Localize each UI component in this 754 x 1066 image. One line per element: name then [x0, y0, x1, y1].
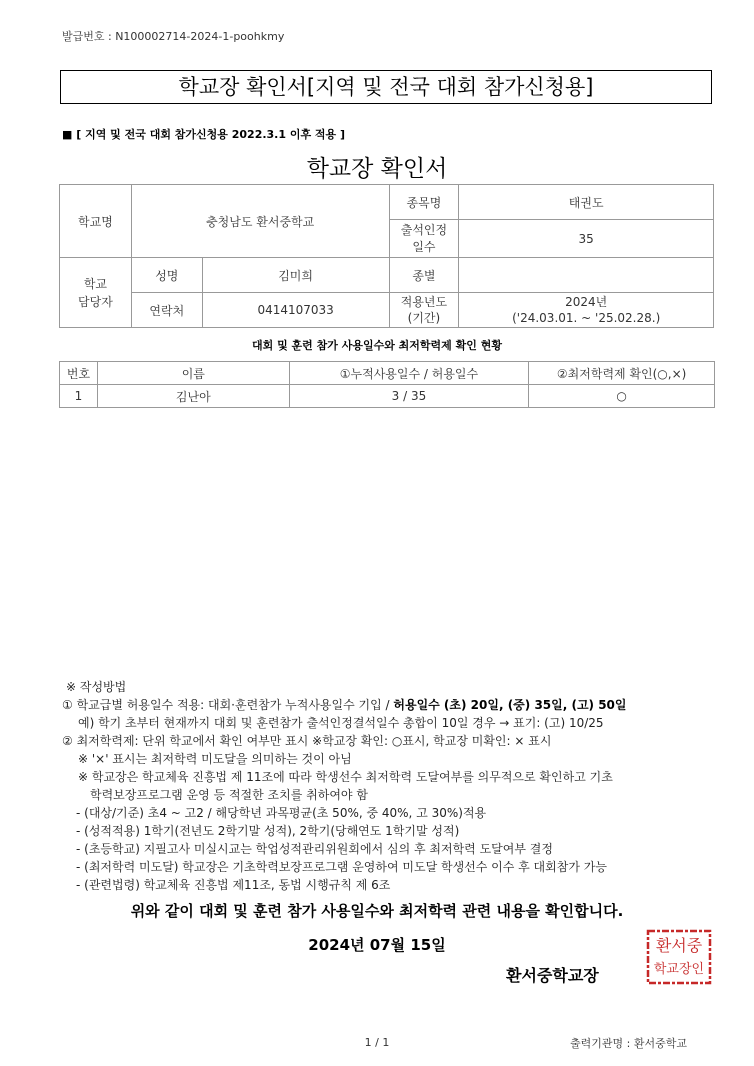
year-value-line1: 2024년	[565, 295, 608, 309]
school-label: 학교명	[60, 185, 132, 258]
guide-line-11: - (관련법령) 학교체육 진흥법 제11조, 동법 시행규칙 제 6조	[76, 878, 391, 892]
header-no: 번호	[60, 362, 98, 385]
guide-line-4: ※ '×' 표시는 최저학력 미도달을 의미하는 것이 아님	[78, 752, 352, 766]
guide-heading: ※ 작성방법	[66, 680, 127, 694]
attendance-label-line1: 출석인정	[400, 222, 448, 237]
guide-line-7: - (대상/기준) 초4 ~ 고2 / 해당학년 과목평균(초 50%, 중 40%, 고 30%)적용	[76, 806, 487, 820]
contact-value: 0414107033	[202, 293, 389, 328]
year-value	[459, 293, 714, 328]
year-label-line2: (기간)	[407, 311, 441, 325]
header-days: ①누적사용일수 / 허용일수	[289, 362, 529, 385]
header-name: 이름	[97, 362, 289, 385]
manager-label-line1: 학교	[83, 276, 108, 291]
guide-line-8: - (성적적용) 1학기(전년도 2학기말 성적), 2학기(당해연도 1학기말 성적)	[76, 824, 460, 838]
event-label: 종목명	[389, 185, 459, 220]
guide-line-2: 예) 학기 초부터 현재까지 대회 및 훈련참가 출석인정결석일수 총합이 10일 경우 → 표기: (고) 10/25	[78, 716, 604, 730]
issue-number: 발급번호 : N100002714-2024-1-poohkmy	[62, 30, 285, 43]
guide-line-1	[62, 696, 732, 714]
row-no: 1	[60, 385, 98, 408]
kind-value	[459, 258, 714, 293]
row-check: ○	[529, 385, 715, 408]
guide-line-5: ※ 학교장은 학교체육 진흥법 제 11조에 따라 학생선수 최저학력 도달여부를 의무적으로 확인하고 기초	[78, 770, 613, 784]
page-number: 1 / 1	[364, 1036, 390, 1049]
guide-line-1-text: ① 학교급별 허용일수 적용: 대회·훈련참가 누적사용일수 기입 /	[62, 698, 394, 712]
attendance-value: 35	[459, 220, 714, 258]
guide-line-10: - (최저학력 미도달) 학교장은 기초학력보장프로그램 운영하여 미도달 학생선수 이수 후 대회참가 가능	[76, 860, 607, 874]
document-title: 학교장 확인서	[306, 156, 448, 182]
main-title: 학교장 확인서[지역 및 전국 대회 참가신청용]	[60, 70, 712, 104]
header-check: ②최저학력제 확인(○,×)	[529, 362, 715, 385]
school-value: 충청남도 환서중학교	[131, 185, 389, 258]
seal-text-top: 환서중	[655, 936, 703, 955]
issue-date: 2024년 07월 15일	[308, 936, 446, 954]
row-name: 김난아	[97, 385, 289, 408]
official-seal-icon	[646, 929, 712, 985]
writing-guide	[62, 678, 732, 894]
name-label: 성명	[131, 258, 202, 293]
year-value-line2: ('24.03.01. ~ '25.02.28.)	[512, 311, 661, 325]
row-days: 3 / 35	[289, 385, 529, 408]
table-row	[60, 385, 715, 408]
event-value: 태권도	[459, 185, 714, 220]
table-header-row	[60, 362, 715, 385]
guide-line-6: 학력보장프로그램 운영 등 적절한 조치를 취하여야 함	[90, 788, 368, 802]
manager-label-line2: 담당자	[78, 294, 113, 309]
name-value: 김미희	[202, 258, 389, 293]
attendance-label	[389, 220, 459, 258]
guide-line-9: - (초등학교) 지필고사 미실시교는 학업성적관리위원회에서 심의 후 최저학력 도달여부 결정	[76, 842, 553, 856]
year-label-line1: 적용년도	[400, 295, 448, 309]
output-org: 출력기관명 : 환서중학교	[570, 1037, 687, 1050]
guide-line-1-bold: 허용일수 (초) 20일, (중) 35일, (고) 50일	[393, 698, 627, 712]
guide-line-3: ② 최저학력제: 단위 학교에서 확인 여부만 표시 ※학교장 확인: ○표시, 학교장 미확인: × 표시	[62, 734, 552, 748]
confirmation-statement: 위와 같이 대회 및 훈련 참가 사용일수와 최저학력 관련 내용을 확인합니다.	[130, 902, 624, 920]
kind-label: 종별	[389, 258, 459, 293]
manager-label	[60, 258, 132, 328]
signer-name: 환서중학교장	[506, 966, 599, 985]
usage-table	[59, 361, 715, 408]
info-table	[59, 184, 714, 328]
year-label	[389, 293, 459, 328]
section-title: 대회 및 훈련 참가 사용일수와 최저학력제 확인 현황	[252, 339, 502, 352]
notice-line: ■ [ 지역 및 전국 대회 참가신청용 2022.3.1 이후 적용 ]	[62, 128, 346, 141]
attendance-label-line2: 일수	[412, 239, 436, 254]
contact-label: 연락처	[131, 293, 202, 328]
seal-text-bottom: 학교장인	[653, 962, 705, 977]
